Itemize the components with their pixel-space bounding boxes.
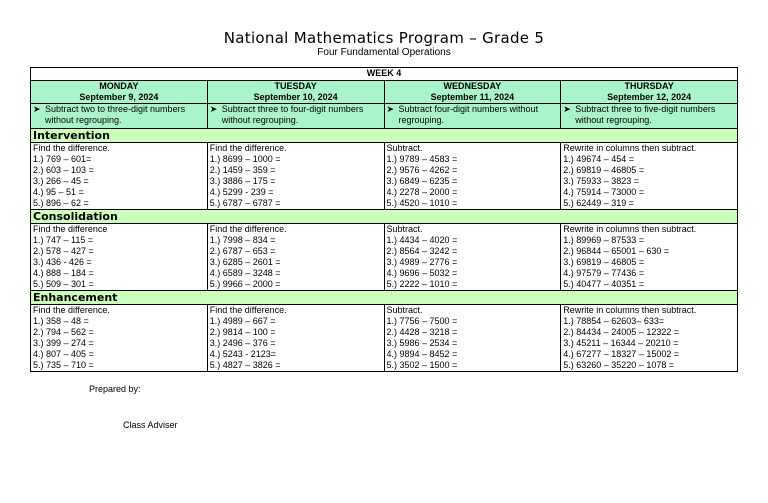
class-adviser-label: Class Adviser <box>123 420 178 430</box>
exercise-cell <box>31 224 208 291</box>
exercise-item: 2.) 603 – 103 = <box>33 165 94 175</box>
exercise-item: 5.) 9966 – 2000 = <box>209 279 281 289</box>
exercise-item: 3.) 5986 – 2534 = <box>386 338 458 348</box>
exercise-item: 5.) 3502 – 1500 = <box>386 360 458 370</box>
section-heading-row <box>31 210 738 224</box>
exercise-cell <box>561 143 738 210</box>
exercise-cell <box>31 305 208 372</box>
exercise-instruction: Find the difference. <box>209 305 287 315</box>
objective-row <box>31 104 738 129</box>
week-row <box>31 68 738 81</box>
exercise-instruction: Find the difference. <box>33 143 110 153</box>
exercise-item: 4.) 67277 – 18327 – 15002 = <box>563 349 680 359</box>
document-title: National Mathematics Program – Grade 5 <box>223 29 545 47</box>
exercise-instruction: Subtract. <box>386 305 423 315</box>
prepared-by-label: Prepared by: <box>89 384 141 394</box>
document-subtitle: Four Fundamental Operations <box>317 47 451 58</box>
lesson-plan-table <box>30 67 738 372</box>
exercise-item: 4.) 75914 – 73000 = <box>563 187 645 197</box>
exercise-item: 5.) 2222 – 1010 = <box>386 279 458 289</box>
exercise-item: 1.) 8699 – 1000 = <box>209 154 281 164</box>
day-header-tuesday: TUESDAY September 10, 2024 <box>207 81 384 104</box>
exercise-cell <box>561 305 738 372</box>
exercise-instruction: Subtract. <box>386 224 423 234</box>
section-heading: Enhancement <box>31 291 738 305</box>
exercise-item: 4.) 9894 – 8452 = <box>386 349 458 359</box>
exercise-item: 1.) 769 – 601= <box>33 154 92 164</box>
exercise-item: 2.) 8564 – 3242 = <box>386 246 458 256</box>
objective-wednesday: ➤ Subtract four-digit numbers without regrouping. <box>384 104 561 129</box>
exercise-item: 2.) 4428 – 3218 = <box>386 327 458 337</box>
exercise-item: 5.) 40477 – 40351 = <box>563 279 645 289</box>
exercise-item: 4.) 2278 – 2000 = <box>386 187 458 197</box>
exercise-item: 2.) 84434 – 24005 – 12322 = <box>563 327 680 337</box>
exercise-item: 1.) 4989 – 667 = <box>209 316 276 326</box>
exercise-item: 2.) 6787 – 653 = <box>209 246 276 256</box>
exercise-item: 5.) 896 – 62 = <box>33 198 89 208</box>
arrow-bullet-icon: ➤ <box>386 104 395 114</box>
exercise-item: 4.) 5299 - 239 = <box>209 187 274 197</box>
day-header-wednesday: WEDNESDAY September 11, 2024 <box>384 81 561 104</box>
section-heading-row <box>31 129 738 143</box>
exercise-cell <box>207 224 384 291</box>
exercise-item: 5.) 509 – 301 = <box>33 279 94 289</box>
exercise-item: 5.) 6787 – 6787 = <box>209 198 281 208</box>
section-items-row <box>31 305 738 372</box>
arrow-bullet-icon: ➤ <box>33 104 41 114</box>
week-label: WEEK 4 <box>31 68 738 81</box>
exercise-item: 2.) 9576 – 4262 = <box>386 165 458 175</box>
exercise-instruction: Subtract. <box>386 143 423 153</box>
exercise-cell <box>207 305 384 372</box>
exercise-item: 1.) 358 – 48 = <box>33 316 89 326</box>
exercise-item: 1.) 4434 – 4020 = <box>386 235 458 245</box>
exercise-item: 3.) 266 – 45 = <box>33 176 89 186</box>
exercise-item: 4.) 95 – 51 = <box>33 187 84 197</box>
exercise-cell <box>384 143 561 210</box>
exercise-item: 4.) 6589 – 3248 = <box>209 268 281 278</box>
objective-tuesday: ➤ Subtract three to four-digit numbers without regrouping. <box>207 104 384 129</box>
exercise-item: 2.) 9814 – 100 = <box>209 327 276 337</box>
exercise-cell <box>384 224 561 291</box>
exercise-item: 3.) 75933 – 3823 = <box>563 176 640 186</box>
exercise-item: 3.) 45211 – 16344 – 20210 = <box>563 338 679 348</box>
exercise-item: 5.) 63260 – 35220 – 1078 = <box>563 360 675 370</box>
exercise-instruction: Find the difference. <box>209 143 287 153</box>
section-heading: Consolidation <box>31 210 738 224</box>
exercise-instruction: Find the difference. <box>209 224 287 234</box>
exercise-item: 1.) 78854 – 62603– 633= <box>563 316 665 326</box>
exercise-instruction: Find the difference. <box>33 305 110 315</box>
exercise-item: 3.) 3886 – 175 = <box>209 176 276 186</box>
exercise-item: 3.) 436 - 426 = <box>33 257 92 267</box>
exercise-item: 1.) 7756 – 7500 = <box>386 316 458 326</box>
section-items-row <box>31 224 738 291</box>
exercise-item: 3.) 6285 – 2601 = <box>209 257 281 267</box>
exercise-cell <box>561 224 738 291</box>
exercise-instruction: Rewrite in columns then subtract. <box>563 305 697 315</box>
section-heading-row <box>31 291 738 305</box>
exercise-item: 2.) 794 – 562 = <box>33 327 94 337</box>
exercise-instruction: Find the difference <box>33 224 108 234</box>
arrow-bullet-icon: ➤ <box>209 104 218 114</box>
day-header-thursday: THURSDAY September 12, 2024 <box>561 81 738 104</box>
exercise-item: 2.) 69819 – 46805 = <box>563 165 645 175</box>
exercise-item: 3.) 2496 – 376 = <box>209 338 276 348</box>
exercise-item: 5.) 735 – 710 = <box>33 360 94 370</box>
exercise-item: 4.) 888 – 184 = <box>33 268 94 278</box>
exercise-item: 1.) 89969 – 87533 = <box>563 235 645 245</box>
exercise-item: 3.) 6849 – 6235 = <box>386 176 458 186</box>
exercise-item: 4.) 9696 – 5032 = <box>386 268 458 278</box>
exercise-item: 4.) 5243 - 2123= <box>209 349 277 359</box>
objective-thursday: ➤ Subtract three to five-digit numbers without regrouping. <box>561 104 738 129</box>
exercise-cell <box>31 143 208 210</box>
exercise-instruction: Rewrite in columns then subtract. <box>563 224 697 234</box>
exercise-item: 2.) 96844 – 65001 – 630 = <box>563 246 670 256</box>
section-items-row <box>31 143 738 210</box>
exercise-item: 1.) 49674 – 454 = <box>563 154 635 164</box>
exercise-item: 3.) 69819 – 46805 = <box>563 257 645 267</box>
section-heading: Intervention <box>31 129 738 143</box>
exercise-item: 3.) 399 – 274 = <box>33 338 94 348</box>
objective-monday: ➤ Subtract two to three-digit numbers without regrouping. <box>31 104 208 129</box>
exercise-item: 5.) 62449 – 319 = <box>563 198 635 208</box>
exercise-item: 1.) 747 – 115 = <box>33 235 94 245</box>
day-header-monday: MONDAY September 9, 2024 <box>31 81 208 104</box>
exercise-item: 3.) 4989 – 2776 = <box>386 257 458 267</box>
arrow-bullet-icon: ➤ <box>563 104 571 114</box>
exercise-item: 5.) 4520 – 1010 = <box>386 198 458 208</box>
day-header-row <box>31 81 738 104</box>
exercise-instruction: Rewrite in columns then subtract. <box>563 143 697 153</box>
exercise-cell <box>207 143 384 210</box>
exercise-item: 4.) 807 – 405 = <box>33 349 94 359</box>
exercise-cell <box>384 305 561 372</box>
exercise-item: 4.) 97579 – 77436 = <box>563 268 645 278</box>
exercise-item: 1.) 7998 – 834 = <box>209 235 276 245</box>
exercise-item: 1.) 9789 – 4583 = <box>386 154 458 164</box>
exercise-item: 5.) 4827 – 3826 = <box>209 360 281 370</box>
exercise-item: 2.) 578 – 427 = <box>33 246 94 256</box>
exercise-item: 2.) 1459 – 359 = <box>209 165 276 175</box>
